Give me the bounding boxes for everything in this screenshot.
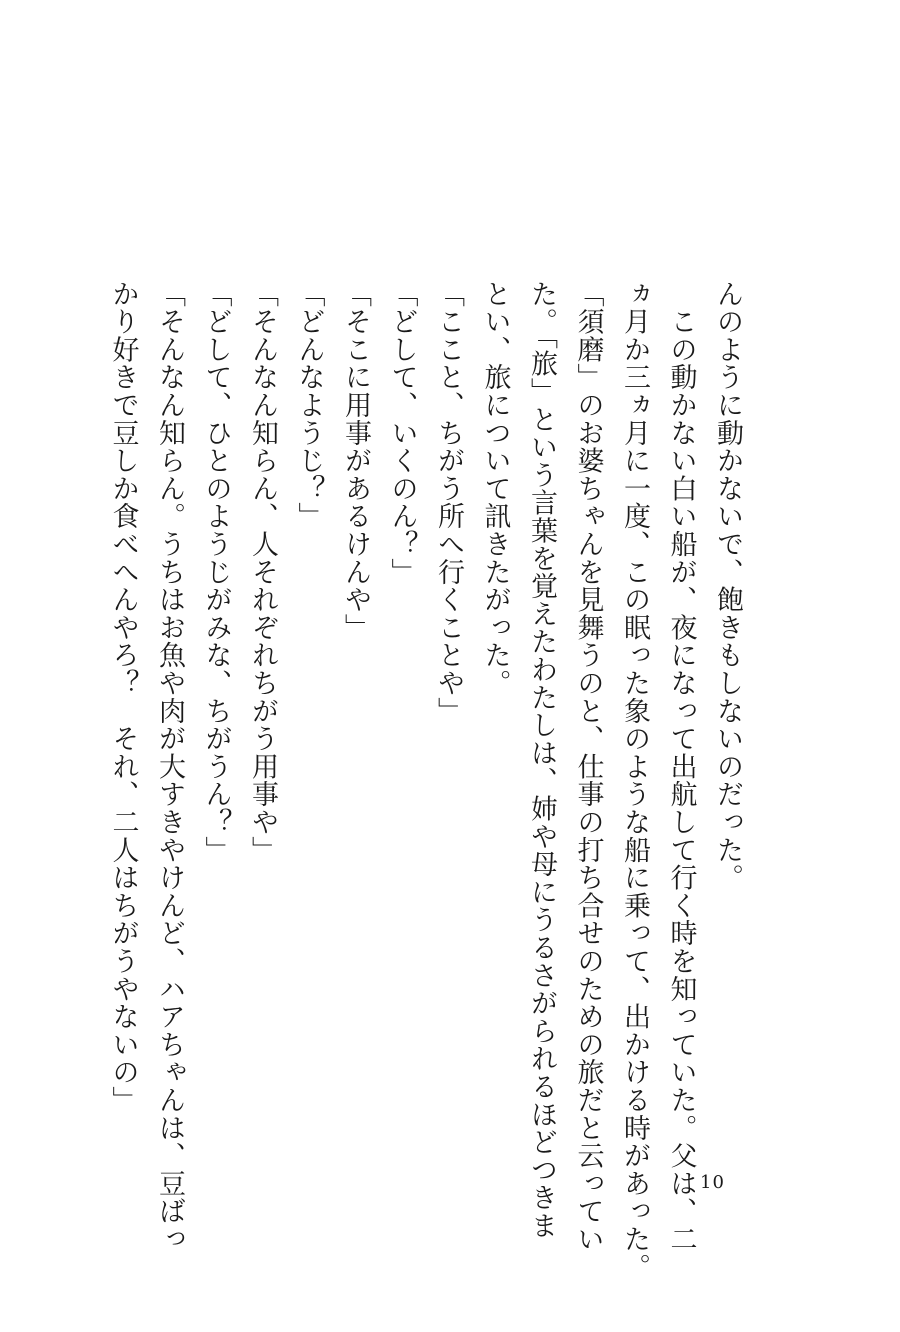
text-line: 「どして、ひとのようじがみな、ちがうん？」 [200,280,232,864]
text-line: 「そこに用事があるけんや」 [340,280,371,642]
text-line: この動かない白い船が、夜になって出航して行く時を知っていた。父は、二 [665,280,697,1253]
text-line: ヵ月か三ヵ月に一度、この眠った象のような船に乗って、出かける時があった。 [619,280,650,1281]
text-line: とい、旅について訊きたがった。 [479,280,511,697]
text-line: かり好きで豆しか食べへんやろ？ それ、二人はちがうやないの」 [107,280,139,1114]
text-line: た。「旅」という言葉を覚えたわたしは、姉や母にうるさがられるほどつきま [526,280,557,1240]
text-line: 「そんなん知らん、人それぞれちがう用事や」 [247,280,278,864]
page-number: 10 [700,1172,725,1193]
text-line: んのように動かないで、飽きもしないのだった。 [712,280,743,892]
text-line: 「そんなん知らん。うちはお魚や肉が大すきやけんど、ハアちゃんは、豆ばっ [154,280,185,1253]
text-line: 「ここと、ちがう所へ行くことや」 [433,280,464,725]
text-line: 「須磨」のお婆ちゃんを見舞うのと、仕事の打ち合せのための旅だと云ってい [572,280,604,1253]
text-line: 「どんなようじ？」 [293,280,325,531]
text-line: 「どして、いくのん？」 [386,280,418,586]
